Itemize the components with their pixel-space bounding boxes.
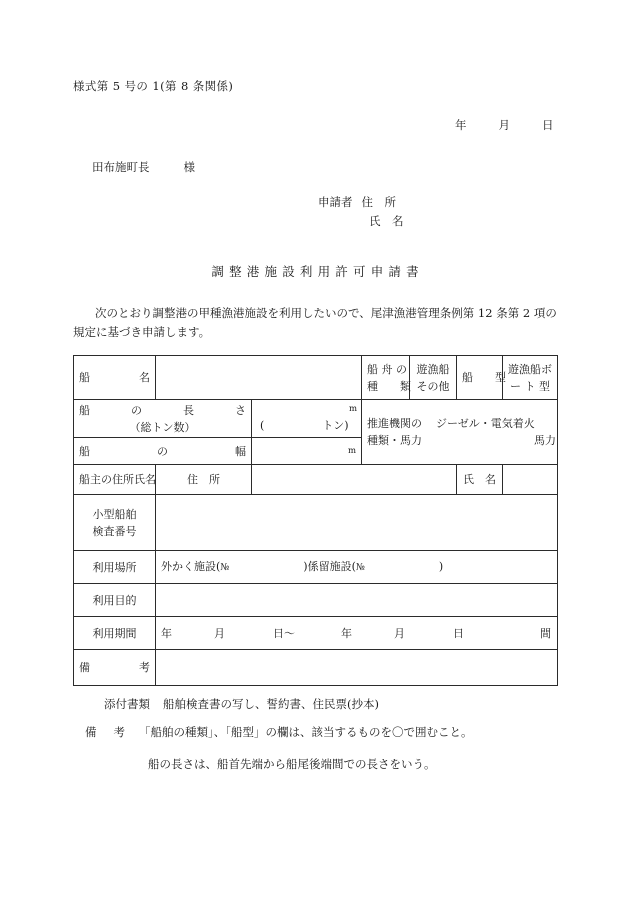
page-title: 調整港施設利用許可申請書 (211, 264, 424, 279)
owner-address-value[interactable] (252, 465, 457, 495)
applicant-block (318, 193, 404, 231)
owner-name-label: 氏 名 (457, 465, 503, 495)
remark-note-1 (85, 724, 473, 740)
place-value[interactable] (156, 551, 558, 584)
date-line (455, 117, 554, 133)
remarks-value[interactable] (156, 650, 558, 686)
remark-label: 備 考 (85, 725, 125, 739)
owner-name-value[interactable] (503, 465, 558, 495)
table-row-period (74, 617, 558, 650)
propulsion-cell[interactable] (362, 400, 558, 465)
numero-icon: № (355, 562, 365, 573)
date-year-label: 年 (455, 118, 467, 132)
inspection-label-line2: 検査番号 (92, 524, 137, 538)
tonnage-open-paren: ( (260, 419, 265, 432)
inspection-label (74, 495, 156, 551)
hull-label: 船 型 (457, 356, 503, 400)
table-row-length (74, 400, 558, 438)
inspection-value[interactable] (156, 495, 558, 551)
numero-icon: № (220, 562, 230, 573)
date-month-label: 月 (498, 118, 510, 132)
attachment-text: 船舶検査書の写し、誓約書、住民票(抄本) (163, 697, 379, 711)
period-month-end: 月 (394, 626, 405, 640)
purpose-value[interactable] (156, 584, 558, 617)
inspection-label-line1: 小型船舶 (92, 507, 137, 521)
ship-type-label-line2: 種 類 (367, 379, 412, 393)
ship-type-option-line1: 遊漁船 (416, 362, 450, 376)
period-label: 利用期間 (74, 617, 156, 650)
length-value[interactable] (252, 400, 362, 438)
length-label-line1: 船 の 長 さ (79, 403, 246, 417)
table-row-place (74, 551, 558, 584)
ship-type-option-line2: その他 (416, 379, 450, 393)
period-year-end: 年 (341, 626, 352, 640)
applicant-address-label: 住 所 (361, 195, 396, 209)
attachment-note (104, 696, 379, 712)
length-unit: m (348, 404, 358, 414)
length-label (74, 400, 252, 438)
table-row-remarks (74, 650, 558, 686)
ship-type-label (362, 356, 410, 400)
period-day-start: 日～ (273, 626, 295, 640)
owner-label: 船主の住所氏名 (74, 465, 156, 495)
place-label: 利用場所 (74, 551, 156, 584)
remark-note-2: 船の長さは、船首先端から船尾後端間での長さをいう。 (148, 757, 436, 771)
propulsion-power-unit: 馬力 (534, 434, 557, 447)
period-duration-label: 間 (540, 626, 551, 640)
purpose-label: 利用目的 (74, 584, 156, 617)
application-table (73, 355, 558, 686)
place-close-paren: ) (438, 560, 444, 573)
applicant-name-label: 氏 名 (369, 214, 404, 228)
table-row-ship-name (74, 356, 558, 400)
period-value[interactable] (156, 617, 558, 650)
body-paragraph: 次のとおり調整港の甲種漁港施設を利用したいので、尾津漁港管理条例第 12 条第 2 項の規定に基づき申請します。 (73, 306, 557, 339)
table-row-purpose (74, 584, 558, 617)
propulsion-label-line1: 推進機関の (367, 417, 423, 430)
gross-tonnage-field[interactable] (260, 417, 349, 434)
ship-name-label: 船 名 (74, 356, 156, 400)
width-value[interactable] (252, 438, 362, 465)
attachment-label: 添付書類 (104, 697, 150, 711)
applicant-label: 申請者 (318, 195, 353, 209)
remark-text-1: 「船舶の種類」、「船型」の欄は、該当するものを〇で囲むこと。 (139, 725, 473, 739)
table-row-owner (74, 465, 558, 495)
propulsion-label-line2: 種類・馬力 (367, 434, 423, 447)
date-day-label: 日 (542, 118, 554, 132)
hull-option-line2: ー ト 型 (510, 379, 551, 393)
ship-type-label-line1: 船 舟 の (367, 362, 408, 376)
form-number: 様式第 5 号の 1(第 8 条関係) (73, 79, 234, 93)
period-year-start: 年 (161, 626, 172, 640)
ship-name-value[interactable] (156, 356, 362, 400)
width-unit: m (347, 445, 357, 456)
table-row-inspection (74, 495, 558, 551)
outer-facility-label: 外かく施設( (161, 560, 221, 573)
period-day-end: 日 (453, 626, 464, 640)
owner-address-label: 住 所 (156, 465, 252, 495)
width-label: 船 の 幅 (74, 438, 252, 465)
hull-option[interactable] (503, 356, 558, 400)
mooring-facility-label: )係留施設( (303, 560, 356, 573)
length-label-line2: （総トン数） (129, 420, 196, 434)
hull-option-line1: 遊漁船ボ (508, 362, 553, 376)
addressee-name: 田布施町長 (92, 160, 150, 174)
addressee-honorific: 様 (183, 160, 195, 174)
remarks-label: 備 考 (74, 650, 156, 686)
period-month-start: 月 (214, 626, 225, 640)
ship-type-option[interactable] (410, 356, 457, 400)
tonnage-label: トン) (322, 419, 349, 432)
addressee (92, 159, 195, 175)
propulsion-type-options[interactable]: ジーゼル・電気着火 (436, 417, 535, 430)
